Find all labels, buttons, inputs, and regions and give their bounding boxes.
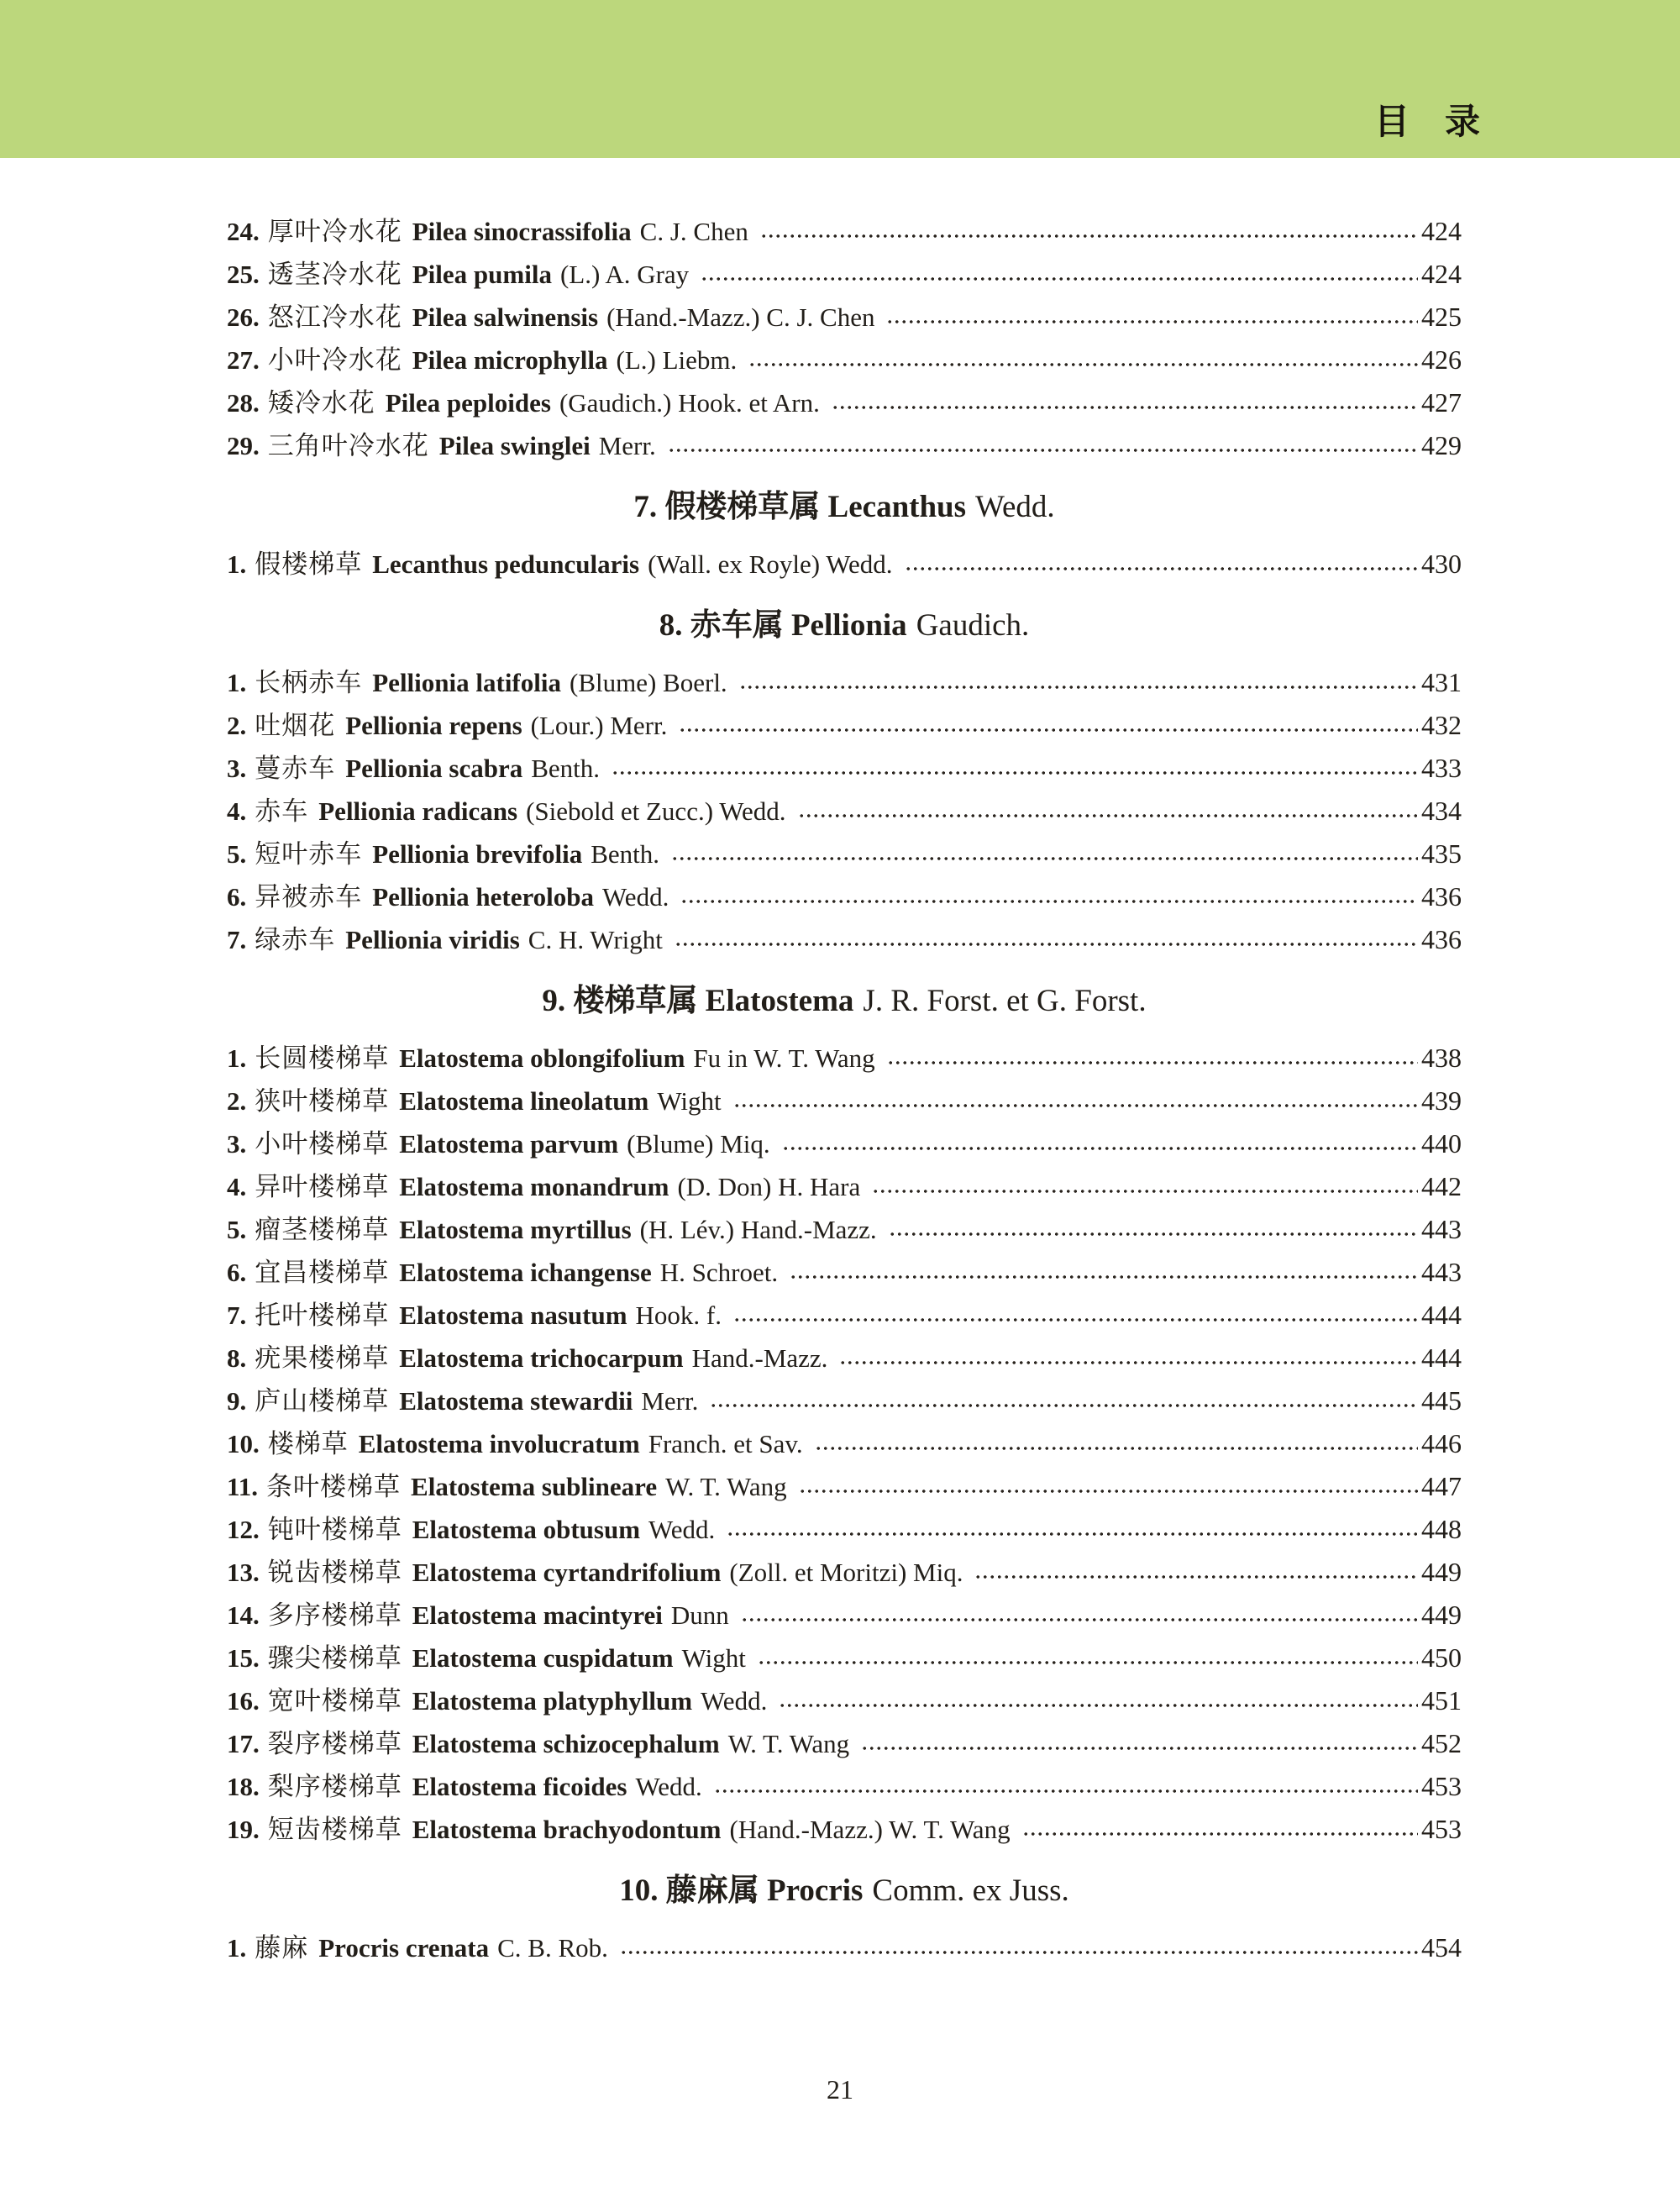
entry-latin-name: Elatostema trichocarpum — [399, 1343, 684, 1373]
toc-entry — [227, 210, 1462, 253]
toc-entry — [227, 1165, 1462, 1208]
section-heading — [227, 604, 1462, 647]
entry-chinese-name: 小叶楼梯草 — [255, 1129, 390, 1159]
entry-latin-name: Elatostema stewardii — [399, 1386, 633, 1416]
entry-page-number: 424 — [1421, 216, 1462, 246]
entry-page-number: 434 — [1421, 796, 1462, 826]
dot-leader — [668, 442, 1418, 459]
toc-entry — [227, 1637, 1462, 1679]
toc-list — [227, 210, 1462, 1969]
entry-chinese-name: 异叶楼梯草 — [255, 1172, 390, 1201]
entry-author-citation: Merr. — [641, 1386, 699, 1416]
entry-chinese-name: 长圆楼梯草 — [255, 1043, 390, 1073]
entry-chinese-name: 多序楼梯草 — [267, 1600, 402, 1630]
toc-entry — [227, 1679, 1462, 1722]
entry-author-citation: Benth. — [531, 754, 601, 783]
header-band — [0, 0, 1680, 158]
entry-page-number: 439 — [1421, 1085, 1462, 1116]
entry-page-number: 454 — [1421, 1932, 1462, 1963]
toc-entry — [227, 1422, 1462, 1465]
entry-latin-name: Elatostema brachyodontum — [412, 1815, 722, 1844]
entry-author-citation: Dunn — [670, 1600, 729, 1630]
toc-entry — [227, 1080, 1462, 1122]
entry-number: 7. — [227, 925, 247, 954]
toc-entry — [227, 1465, 1462, 1508]
entry-page-number: 427 — [1421, 387, 1462, 418]
entry-author-citation: Hand.-Mazz. — [691, 1343, 828, 1373]
section-heading-author: Comm. ex Juss. — [872, 1873, 1069, 1908]
entry-latin-name: Pilea microphylla — [412, 345, 608, 375]
entry-page-number: 448 — [1421, 1514, 1462, 1544]
entry-chinese-name: 厚叶冷水花 — [267, 217, 402, 246]
dot-leader — [620, 1944, 1418, 1961]
entry-page-number: 449 — [1421, 1600, 1462, 1630]
entry-chinese-name: 短齿楼梯草 — [267, 1815, 402, 1844]
entry-chinese-name: 瘤茎楼梯草 — [255, 1215, 390, 1244]
toc-entry — [227, 253, 1462, 296]
entry-chinese-name: 短叶赤车 — [255, 839, 363, 869]
toc-entry — [227, 661, 1462, 704]
entry-chinese-name: 钝叶楼梯草 — [267, 1515, 402, 1544]
entry-latin-name: Pilea salwinensis — [412, 302, 599, 332]
entry-chinese-name: 赤车 — [255, 796, 309, 826]
toc-entry — [227, 1926, 1462, 1969]
dot-leader — [739, 679, 1418, 696]
entry-number: 2. — [227, 711, 247, 740]
entry-author-citation: Wedd. — [602, 882, 669, 912]
toc-entry — [227, 790, 1462, 833]
entry-number: 16. — [227, 1686, 260, 1716]
entry-number: 3. — [227, 754, 247, 783]
entry-author-citation: (L.) Liebm. — [616, 345, 738, 375]
entry-number: 24. — [227, 217, 260, 246]
toc-entry — [227, 1722, 1462, 1765]
entry-page-number: 431 — [1421, 667, 1462, 697]
entry-author-citation: Benth. — [591, 839, 660, 869]
entry-page-number: 444 — [1421, 1300, 1462, 1330]
entry-page-number: 426 — [1421, 344, 1462, 375]
entry-chinese-name: 长柄赤车 — [255, 668, 363, 697]
entry-number: 6. — [227, 882, 247, 912]
entry-latin-name: Lecanthus peduncularis — [372, 549, 640, 579]
entry-author-citation: (L.) A. Gray — [559, 260, 690, 289]
section-heading — [227, 1869, 1462, 1912]
dot-leader — [889, 1226, 1418, 1243]
section-heading-author: J. R. Forst. et G. Forst. — [863, 984, 1147, 1018]
entry-author-citation: (Siebold et Zucc.) Wedd. — [526, 796, 786, 826]
dot-leader — [1022, 1826, 1418, 1842]
entry-chinese-name: 三角叶冷水花 — [267, 431, 429, 460]
entry-page-number: 432 — [1421, 710, 1462, 740]
dot-leader — [886, 313, 1418, 330]
entry-author-citation: C. J. Chen — [639, 217, 748, 246]
entry-latin-name: Elatostema nasutum — [399, 1301, 627, 1330]
entry-number: 7. — [227, 1301, 247, 1330]
entry-author-citation: (H. Lév.) Hand.-Mazz. — [639, 1215, 877, 1244]
toc-entry — [227, 1594, 1462, 1637]
entry-chinese-name: 假楼梯草 — [255, 549, 363, 579]
dot-leader — [861, 1740, 1418, 1757]
entry-chinese-name: 裂序楼梯草 — [267, 1729, 402, 1758]
dot-leader — [733, 1311, 1418, 1328]
entry-page-number: 449 — [1421, 1557, 1462, 1587]
entry-chinese-name: 异被赤车 — [255, 882, 363, 912]
toc-entry — [227, 918, 1462, 961]
dot-leader — [675, 936, 1418, 953]
dot-leader — [832, 399, 1418, 416]
dot-leader — [974, 1569, 1418, 1585]
page-header-title: 目 录 — [1373, 103, 1480, 142]
entry-latin-name: Elatostema parvum — [399, 1129, 619, 1159]
entry-chinese-name: 藤麻 — [255, 1933, 309, 1963]
entry-chinese-name: 宽叶楼梯草 — [267, 1686, 402, 1716]
dot-leader — [790, 1269, 1418, 1285]
entry-chinese-name: 条叶楼梯草 — [266, 1472, 402, 1501]
entry-latin-name: Pellionia heteroloba — [372, 882, 595, 912]
entry-chinese-name: 庐山楼梯草 — [255, 1386, 390, 1416]
entry-author-citation: (Hand.-Mazz.) W. T. Wang — [729, 1815, 1011, 1844]
entry-chinese-name: 小叶冷水花 — [267, 345, 402, 375]
toc-entry — [227, 1508, 1462, 1551]
entry-author-citation: Fu in W. T. Wang — [693, 1043, 875, 1073]
entry-number: 4. — [227, 796, 247, 826]
toc-entry — [227, 747, 1462, 790]
toc-entry — [227, 339, 1462, 381]
entry-page-number: 447 — [1421, 1471, 1462, 1501]
entry-page-number: 444 — [1421, 1343, 1462, 1373]
entry-page-number: 450 — [1421, 1642, 1462, 1673]
toc-entry — [227, 1551, 1462, 1594]
entry-latin-name: Elatostema obtusum — [412, 1515, 641, 1544]
entry-latin-name: Elatostema sublineare — [411, 1472, 658, 1501]
entry-page-number: 429 — [1421, 430, 1462, 460]
entry-chinese-name: 骤尖楼梯草 — [267, 1643, 402, 1673]
entry-latin-name: Pilea peploides — [385, 388, 551, 418]
entry-number: 1. — [227, 668, 247, 697]
entry-number: 6. — [227, 1258, 247, 1287]
toc-entry — [227, 296, 1462, 339]
entry-author-citation: (Blume) Miq. — [627, 1129, 770, 1159]
dot-leader — [701, 271, 1418, 287]
entry-latin-name: Pellionia radicans — [318, 796, 518, 826]
entry-author-citation: (Lour.) Merr. — [530, 711, 668, 740]
toc-entry — [227, 875, 1462, 918]
entry-number: 2. — [227, 1086, 247, 1116]
dot-leader — [748, 356, 1418, 373]
entry-page-number: 438 — [1421, 1043, 1462, 1073]
toc-entry — [227, 1808, 1462, 1851]
dot-leader — [679, 722, 1418, 738]
entry-page-number: 452 — [1421, 1728, 1462, 1758]
toc-entry — [227, 381, 1462, 424]
entry-page-number: 436 — [1421, 924, 1462, 954]
entry-number: 12. — [227, 1515, 260, 1544]
toc-entry — [227, 833, 1462, 875]
entry-latin-name: Elatostema cuspidatum — [412, 1643, 674, 1673]
entry-author-citation: Wedd. — [701, 1686, 768, 1716]
entry-latin-name: Pellionia viridis — [345, 925, 520, 954]
entry-latin-name: Elatostema cyrtandrifolium — [412, 1558, 722, 1587]
entry-author-citation: C. H. Wright — [528, 925, 663, 954]
entry-chinese-name: 矮冷水花 — [267, 388, 375, 418]
entry-author-citation: Wedd. — [635, 1772, 702, 1801]
entry-chinese-name: 怒江冷水花 — [267, 302, 402, 332]
entry-author-citation: Hook. f. — [635, 1301, 722, 1330]
entry-latin-name: Procris crenata — [318, 1933, 490, 1963]
section-heading-author: Gaudich. — [916, 608, 1030, 643]
entry-chinese-name: 锐齿楼梯草 — [267, 1558, 402, 1587]
entry-author-citation: H. Schroet. — [659, 1258, 779, 1287]
entry-number: 25. — [227, 260, 260, 289]
entry-latin-name: Elatostema lineolatum — [399, 1086, 649, 1116]
entry-number: 10. — [227, 1429, 260, 1458]
entry-page-number: 453 — [1421, 1814, 1462, 1844]
entry-chinese-name: 楼梯草 — [267, 1429, 349, 1458]
entry-number: 19. — [227, 1815, 260, 1844]
dot-leader — [799, 1483, 1418, 1500]
entry-number: 8. — [227, 1343, 247, 1373]
dot-leader — [779, 1697, 1418, 1714]
entry-page-number: 451 — [1421, 1685, 1462, 1716]
entry-number: 3. — [227, 1129, 247, 1159]
section-heading-name: 9. 楼梯草属 Elatostema — [542, 984, 854, 1018]
entry-latin-name: Pilea pumila — [412, 260, 552, 289]
dot-leader — [710, 1397, 1418, 1414]
entry-page-number: 433 — [1421, 753, 1462, 783]
entry-number: 29. — [227, 431, 260, 460]
dot-leader — [815, 1440, 1418, 1457]
entry-chinese-name: 宜昌楼梯草 — [255, 1258, 390, 1287]
entry-number: 17. — [227, 1729, 260, 1758]
entry-author-citation: W. T. Wang — [665, 1472, 787, 1501]
section-heading — [227, 980, 1462, 1022]
entry-author-citation: W. T. Wang — [727, 1729, 850, 1758]
entry-latin-name: Pellionia repens — [345, 711, 522, 740]
entry-chinese-name: 狭叶楼梯草 — [255, 1086, 390, 1116]
entry-author-citation: C. B. Rob. — [497, 1933, 608, 1963]
entry-number: 13. — [227, 1558, 260, 1587]
entry-latin-name: Pilea sinocrassifolia — [412, 217, 632, 246]
entry-author-citation: (Wall. ex Royle) Wedd. — [648, 549, 893, 579]
entry-latin-name: Pilea swinglei — [438, 431, 591, 460]
entry-number: 18. — [227, 1772, 260, 1801]
entry-latin-name: Elatostema involucratum — [358, 1429, 640, 1458]
entry-author-citation: Merr. — [598, 431, 656, 460]
toc-content — [227, 210, 1462, 1969]
dot-leader — [741, 1611, 1418, 1628]
toc-entry — [227, 704, 1462, 747]
toc-entry — [227, 1379, 1462, 1422]
dot-leader — [872, 1183, 1418, 1200]
toc-entry — [227, 1251, 1462, 1294]
section-heading-name: 8. 赤车属 Pellionia — [659, 608, 907, 643]
entry-chinese-name: 透茎冷水花 — [267, 260, 402, 289]
dot-leader — [680, 893, 1418, 910]
toc-entry — [227, 1294, 1462, 1337]
entry-number: 27. — [227, 345, 260, 375]
dot-leader — [760, 228, 1418, 244]
dot-leader — [782, 1140, 1418, 1157]
entry-latin-name: Elatostema oblongifolium — [399, 1043, 685, 1073]
entry-number: 28. — [227, 388, 260, 418]
entry-number: 26. — [227, 302, 260, 332]
entry-latin-name: Pellionia brevifolia — [372, 839, 583, 869]
entry-latin-name: Pellionia scabra — [345, 754, 523, 783]
entry-author-citation: Wight — [657, 1086, 722, 1116]
toc-entry — [227, 543, 1462, 586]
entry-latin-name: Elatostema myrtillus — [399, 1215, 632, 1244]
toc-entry — [227, 1208, 1462, 1251]
entry-latin-name: Elatostema schizocephalum — [412, 1729, 720, 1758]
entry-number: 9. — [227, 1386, 247, 1416]
entry-page-number: 443 — [1421, 1214, 1462, 1244]
entry-latin-name: Elatostema macintyrei — [412, 1600, 663, 1630]
dot-leader — [714, 1783, 1418, 1800]
dot-leader — [758, 1654, 1418, 1671]
entry-author-citation: Franch. et Sav. — [648, 1429, 803, 1458]
entry-number: 5. — [227, 839, 247, 869]
entry-number: 1. — [227, 1043, 247, 1073]
entry-page-number: 442 — [1421, 1171, 1462, 1201]
section-heading-author: Wedd. — [975, 490, 1055, 524]
toc-entry — [227, 424, 1462, 467]
entry-number: 1. — [227, 549, 247, 579]
toc-entry — [227, 1765, 1462, 1808]
entry-author-citation: (Blume) Boerl. — [570, 668, 727, 697]
entry-chinese-name: 梨序楼梯草 — [267, 1772, 402, 1801]
dot-leader — [839, 1354, 1418, 1371]
dot-leader — [887, 1054, 1418, 1071]
entry-chinese-name: 托叶楼梯草 — [255, 1301, 390, 1330]
toc-entry — [227, 1337, 1462, 1379]
page-footer-number: 21 — [827, 2074, 853, 2105]
entry-author-citation: Wedd. — [648, 1515, 716, 1544]
entry-author-citation: (Hand.-Mazz.) C. J. Chen — [606, 302, 875, 332]
entry-latin-name: Elatostema platyphyllum — [412, 1686, 693, 1716]
entry-page-number: 436 — [1421, 881, 1462, 912]
entry-latin-name: Elatostema ficoides — [412, 1772, 627, 1801]
entry-page-number: 435 — [1421, 838, 1462, 869]
entry-page-number: 453 — [1421, 1771, 1462, 1801]
toc-entry — [227, 1122, 1462, 1165]
entry-author-citation: (Zoll. et Moritzi) Miq. — [729, 1558, 963, 1587]
entry-chinese-name: 绿赤车 — [255, 925, 336, 954]
entry-page-number: 440 — [1421, 1128, 1462, 1159]
section-heading-name: 10. 藤麻属 Procris — [619, 1873, 864, 1908]
entry-number: 4. — [227, 1172, 247, 1201]
entry-number: 11. — [227, 1472, 259, 1501]
section-heading-name: 7. 假楼梯草属 Lecanthus — [633, 490, 967, 524]
entry-author-citation: (D. Don) H. Hara — [677, 1172, 861, 1201]
entry-latin-name: Pellionia latifolia — [372, 668, 561, 697]
entry-chinese-name: 疣果楼梯草 — [255, 1343, 390, 1373]
entry-number: 1. — [227, 1933, 247, 1963]
section-heading — [227, 486, 1462, 528]
entry-page-number: 425 — [1421, 302, 1462, 332]
entry-page-number: 445 — [1421, 1385, 1462, 1416]
entry-chinese-name: 吐烟花 — [255, 711, 336, 740]
entry-number: 14. — [227, 1600, 260, 1630]
entry-latin-name: Elatostema monandrum — [399, 1172, 669, 1201]
dot-leader — [733, 1097, 1418, 1114]
entry-page-number: 443 — [1421, 1257, 1462, 1287]
entry-author-citation: (Gaudich.) Hook. et Arn. — [559, 388, 820, 418]
entry-page-number: 430 — [1421, 549, 1462, 579]
toc-entry — [227, 1037, 1462, 1080]
entry-page-number: 446 — [1421, 1428, 1462, 1458]
entry-latin-name: Elatostema ichangense — [399, 1258, 652, 1287]
entry-author-citation: Wight — [681, 1643, 746, 1673]
dot-leader — [727, 1526, 1418, 1542]
dot-leader — [612, 765, 1418, 781]
dot-leader — [671, 850, 1418, 867]
entry-chinese-name: 蔓赤车 — [255, 754, 336, 783]
entry-number: 5. — [227, 1215, 247, 1244]
dot-leader — [905, 560, 1418, 577]
entry-page-number: 424 — [1421, 259, 1462, 289]
entry-number: 15. — [227, 1643, 260, 1673]
dot-leader — [798, 807, 1418, 824]
